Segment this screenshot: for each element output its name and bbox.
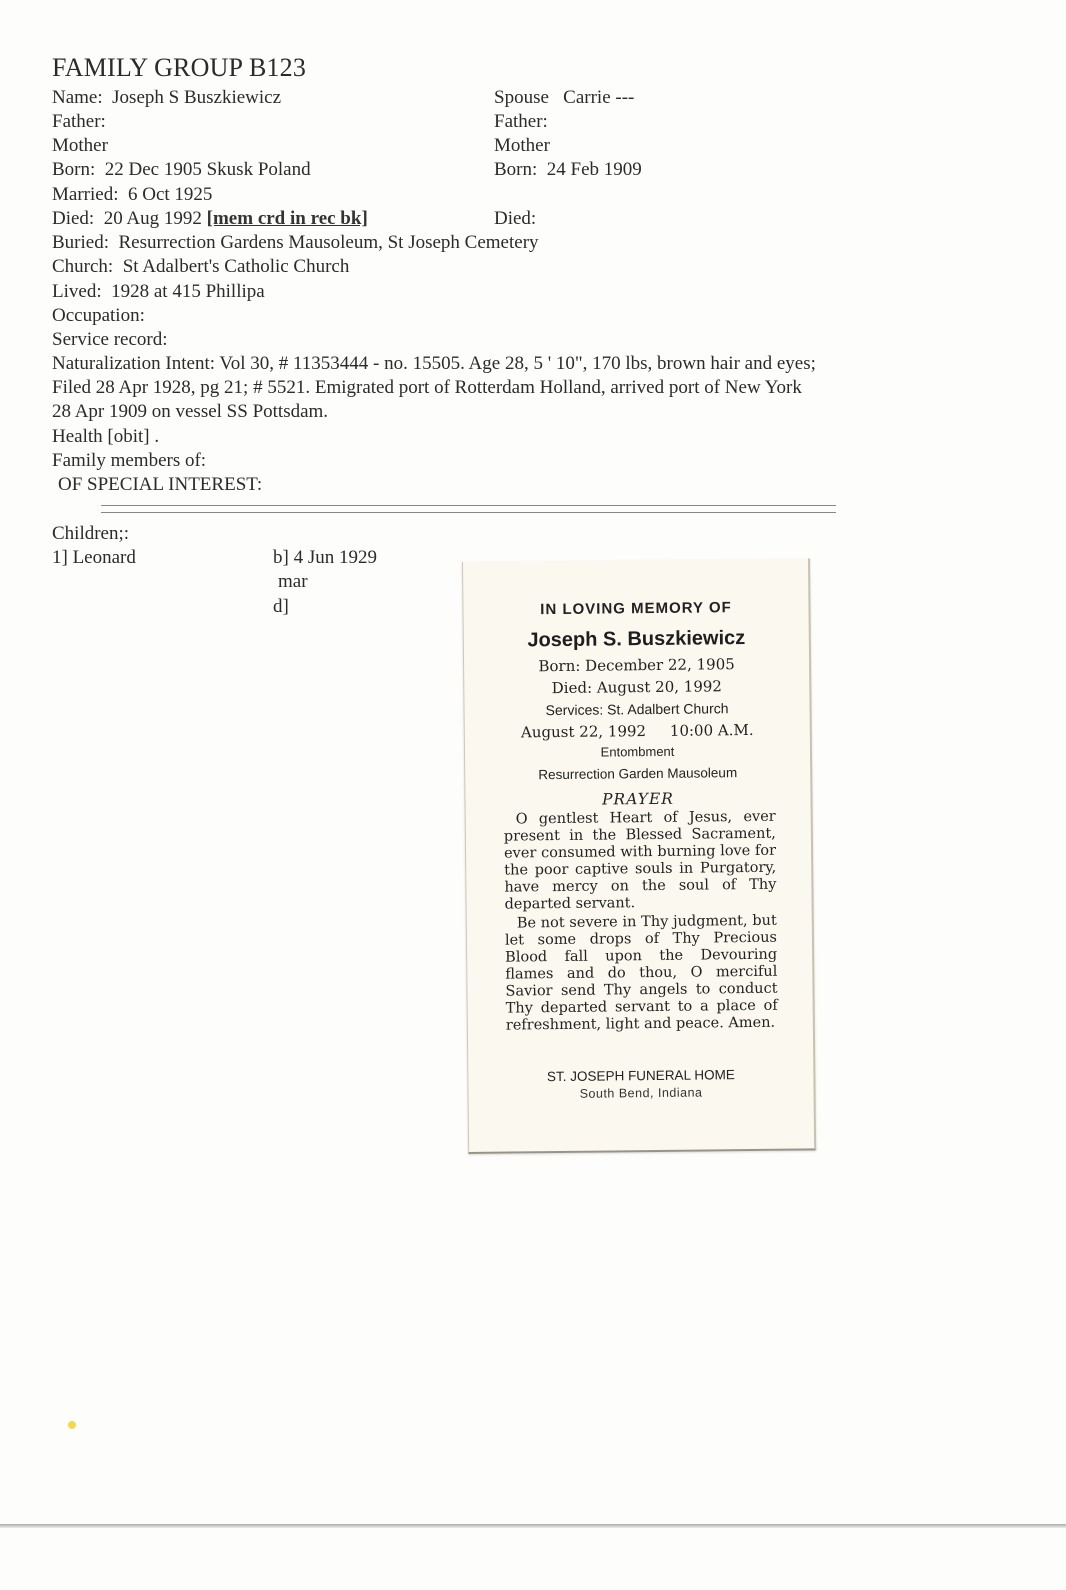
card-prayer-title: PRAYER	[601, 789, 675, 809]
health-line: Health [obit] .	[52, 426, 160, 447]
married-value: 6 Oct 1925	[127, 184, 213, 205]
card-entombment-place: Resurrection Garden Mausoleum	[538, 765, 738, 783]
special-interest-line: OF SPECIAL INTEREST:	[58, 474, 263, 495]
spouse-name: Carrie ---	[563, 87, 635, 108]
spouse-label: Spouse	[494, 87, 549, 108]
page-bottom-edge	[0, 1524, 1066, 1528]
memorial-card	[462, 558, 816, 1154]
name-row	[52, 86, 281, 110]
born-value: 22 Dec 1905 Skusk Poland	[104, 159, 311, 180]
buried-row	[52, 231, 539, 255]
prayer-paragraph-1: O gentlest Heart of Jesus, ever present in the Blessed Sacrament, ever consumed with burning love for the poor captive souls in Purgatory, have mercy on the soul of Thy departed servant.	[503, 808, 777, 913]
naturalization-line-1: Naturalization Intent: Vol 30, # 11353444 - no. 15505. Age 28, 5 ' 10", 170 lbs, brown hair and eyes;	[52, 353, 816, 374]
service-record-label: Service record:	[52, 329, 168, 350]
lived-value: 1928 at 415 Phillipa	[111, 281, 265, 302]
married-label: Married:	[52, 184, 119, 205]
died-row	[52, 207, 368, 231]
church-row	[52, 255, 349, 279]
spouse-mother-label: Mother	[494, 135, 550, 156]
church-label: Church:	[52, 256, 114, 277]
lived-label: Lived:	[52, 281, 102, 302]
card-died: Died: August 20, 1992	[551, 677, 722, 698]
card-service-time: 10:00 A.M.	[669, 720, 754, 740]
spouse-born-row	[494, 158, 642, 182]
child-1-married: mar	[278, 571, 308, 592]
prayer-paragraph-2: Be not severe in Thy judgment, but let some drops of Thy Precious Blood fall upon the Devouring flames and do thou, O merciful Savior send Thy angels to conduct Thy departed servant to a place of refreshment, light and peace. Amen.	[504, 912, 778, 1034]
born-label: Born:	[52, 159, 96, 180]
name-label: Name:	[52, 87, 103, 108]
naturalization-line-3: 28 Apr 1909 on vessel SS Pottsdam.	[52, 401, 329, 422]
card-born: Born: December 22, 1905	[538, 655, 735, 676]
born-row	[52, 158, 311, 182]
spouse-row	[494, 86, 634, 110]
name-value: Joseph S Buszkiewicz	[112, 87, 282, 108]
family-members-line: Family members of:	[52, 450, 207, 471]
children-header: Children;:	[52, 523, 130, 544]
card-service-datetime	[465, 720, 810, 742]
occupation-label: Occupation:	[52, 305, 145, 326]
naturalization-line-2: Filed 28 Apr 1928, pg 21; # 5521. Emigrated port of Rotterdam Holland, arrived port of New York	[52, 377, 802, 398]
card-name: Joseph S. Buszkiewicz	[527, 627, 746, 652]
child-1-born: b] 4 Jun 1929	[273, 547, 377, 568]
memorial-card-link[interactable]: [mem crd in rec bk]	[206, 208, 368, 229]
spouse-born-label: Born:	[494, 159, 538, 180]
child-1-name: 1] Leonard	[52, 547, 136, 568]
card-services: Services: St. Adalbert Church	[545, 700, 729, 719]
card-heading: IN LOVING MEMORY OF	[540, 599, 732, 619]
mother-label: Mother	[52, 135, 108, 156]
scan-mark	[68, 1421, 76, 1429]
card-location: South Bend, Indiana	[579, 1085, 703, 1101]
spouse-born-value: 24 Feb 1909	[546, 159, 642, 180]
buried-value: Resurrection Gardens Mausoleum, St Joseph Cemetery	[118, 232, 539, 253]
lived-row	[52, 280, 265, 304]
died-value: 20 Aug 1992	[103, 208, 202, 229]
section-divider	[101, 505, 836, 513]
spouse-father-label: Father:	[494, 111, 548, 132]
church-value: St Adalbert's Catholic Church	[122, 256, 350, 277]
card-funeral-home: ST. JOSEPH FUNERAL HOME	[546, 1067, 735, 1085]
card-prayer-text	[504, 809, 778, 1035]
child-1-died: d]	[273, 596, 289, 617]
card-service-date: August 22, 1992	[520, 722, 647, 742]
page-title: FAMILY GROUP B123	[52, 53, 307, 82]
card-entombment: Entombment	[600, 743, 675, 760]
spouse-died-label: Died:	[494, 208, 537, 229]
died-label: Died:	[52, 208, 95, 229]
married-row	[52, 183, 212, 207]
father-label: Father:	[52, 111, 106, 132]
buried-label: Buried:	[52, 232, 109, 253]
